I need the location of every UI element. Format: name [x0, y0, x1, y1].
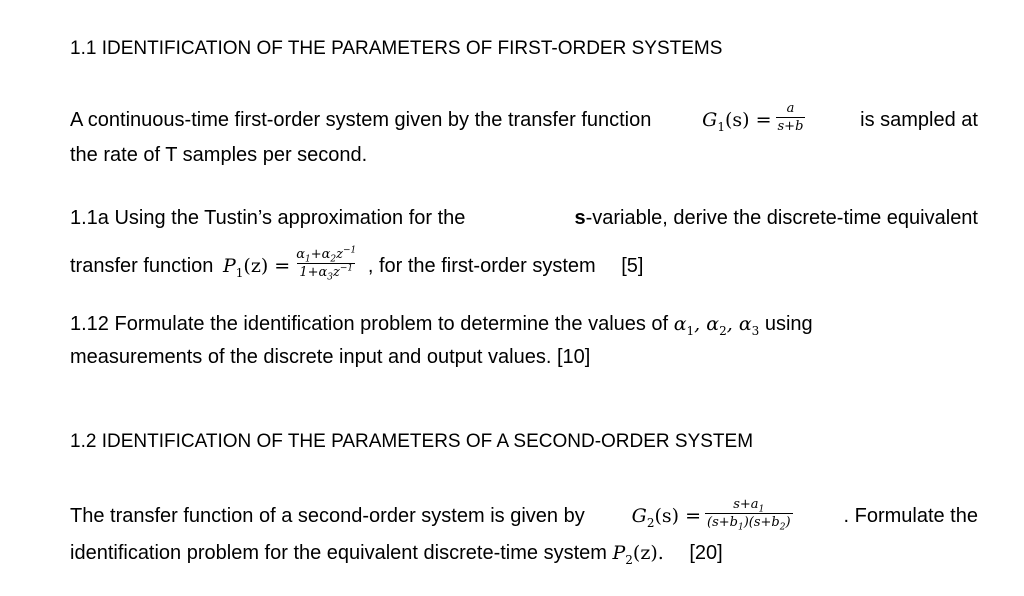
- intro-text-before: A continuous-time first-order system given by the transfer function: [70, 108, 652, 131]
- question-1-1a-line-2: [70, 245, 644, 283]
- question-1-2-line-1: [70, 497, 978, 533]
- transfer-function-g2: $G_2(s)$ = $\frac{s+a_1}{(s+b_1)(s+b_2)}$: [631, 497, 791, 533]
- q1a-marks: [5]: [621, 254, 644, 277]
- q1a-line2-after: , for the first-order system: [367, 254, 596, 277]
- fraction-a-over-s-plus-b: $\frac{a}{s+b}$: [777, 101, 804, 134]
- transfer-function-g1: $G_1(s)$ = $\frac{a}{s+b}$: [702, 101, 804, 134]
- intro-line-1: [70, 101, 978, 137]
- question-1-12-line-1: [70, 312, 813, 336]
- q1a-line2-text: transfer function: [70, 254, 214, 277]
- intro-line-2: the rate of T samples per second.: [70, 144, 368, 166]
- q112-text: 1.12 Formulate the identification problem to determine the values of: [70, 313, 669, 335]
- q1a-text-before: 1.1a Using the Tustin’s approximation for the: [70, 207, 466, 229]
- q12-marks: [20]: [689, 542, 723, 564]
- question-1-2-line-2: [70, 541, 723, 565]
- alpha-list: $\alpha_1$, $\alpha_2$, $\alpha_3$: [673, 313, 760, 338]
- intro-text-after: is sampled at: [860, 108, 978, 131]
- q12-text-before: The transfer function of a second-order system is given by: [70, 504, 585, 527]
- system-p2: $P_2(z)$.: [612, 542, 664, 567]
- section-heading-first-order: 1.1 IDENTIFICATION OF THE PARAMETERS OF FIRST-ORDER SYSTEMS: [70, 38, 723, 59]
- fraction-alpha-z: $\frac{\alpha_1+\alpha_2z^{-1}}{1+\alpha_3z^{-1}}$: [296, 245, 357, 283]
- q1a-s-variable: s-variable, derive the discrete-time equivalent: [574, 207, 978, 229]
- q12-line2-text: identification problem for the equivalent discrete-time system: [70, 542, 607, 564]
- question-1-1a-line-1: [70, 206, 978, 230]
- section-heading-second-order: 1.2 IDENTIFICATION OF THE PARAMETERS OF A SECOND-ORDER SYSTEM: [70, 431, 754, 452]
- fraction-second-order: $\frac{s+a_1}{(s+b_1)(s+b_2)}$: [707, 497, 791, 533]
- transfer-function-p1: $P_1(z)$ =: [222, 254, 291, 280]
- q112-using: using: [764, 313, 813, 335]
- question-1-12-line-2: measurements of the discrete input and output values. [10]: [70, 346, 591, 368]
- q12-text-after: . Formulate the: [843, 504, 978, 527]
